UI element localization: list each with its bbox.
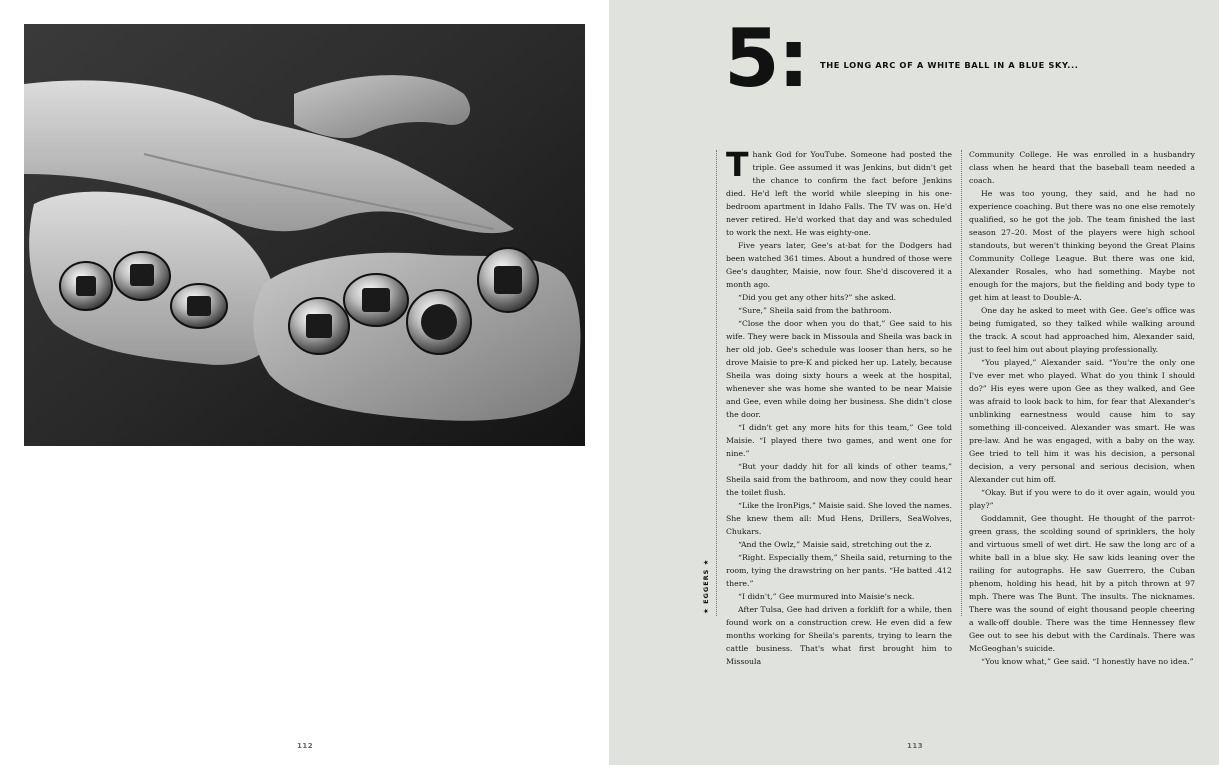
paragraph: He was too young, they said, and he had no experience coaching. But there was no one else remotely qualified, so he got the job. The team finished the last season 27–20. Most of the players were high school standouts, but weren't thinking beyond the Great Plains Community College League. But there was one kid, Alexander Rosales, who had something. Maybe not enough for the majors, but the fielding and body type to get him at least to Double-A. (969, 189, 1195, 302)
paragraph: Thank God for YouTube. Someone had posted the triple. Gee assumed it was Jenkins, but didn't get the chance to confirm the fact before Jenkins died. He'd left the world while sleeping in his one-bedroom apartment in Idaho Falls. The TV was on. He'd never retired. He'd worked that day and was scheduled to work the next. He was eighty-one. (726, 145, 952, 237)
column-rule-left (716, 150, 717, 616)
author-side-label: ★ EGGERS ★ (702, 558, 710, 614)
paragraph: “I didn't get any more hits for this team,” Gee told Maisie. “I played there two games, and went one for nine.” (726, 423, 952, 458)
column-rule-middle (961, 150, 962, 616)
paragraph: “Like the IronPigs,” Maisie said. She loved the names. She knew them all: Mud Hens, Drillers, SeaWolves, Chukars. (726, 501, 952, 536)
paragraph: “But your daddy hit for all kinds of other teams,” Sheila said from the bathroom, and now they could hear the toilet flush. (726, 462, 952, 497)
paragraph: Five years later, Gee's at-bat for the Dodgers had been watched 361 times. About a hundred of those were Gee's daughter, Maisie, now four. She'd discovered it a month ago. (726, 241, 952, 289)
paragraph: “Sure,” Sheila said from the bathroom. (738, 306, 892, 315)
paragraph: “Right. Especially them,” Sheila said, returning to the room, tying the drawstring on her pants. “He batted .412 there.” (726, 553, 952, 588)
paragraph: After Tulsa, Gee had driven a forklift for a while, then found work on a construction crew. He even did a few months working for Sheila's parents, trying to learn the cattle business. That's what first brought him to Missoula (726, 605, 952, 666)
paragraph: Goddamnit, Gee thought. He thought of the parrot-green grass, the scolding sound of sprinklers, the holy and virtuous smell of wet dirt. He saw the long arc of a white ball in a blue sky. He saw kids leaning over the railing for autographs. He saw Guerrero, the Cuban phenom, holding his head, hit by a pitch thrown at 97 mph. There was The Bunt. The insults. The nicknames. There was the sound of eight thousand people cheering a walk-off double. There was the time Hennessey flew Gee out to see his debut with the Cardinals. There was McGeoghan's suicide. (969, 514, 1195, 653)
paragraph: “Close the door when you do that,” Gee said to his wife. They were back in Missoula and Sheila was back in her old job. Gee's schedule was looser than hers, so he drove Maisie to pre-K and picked her up. Lately, because Sheila was doing sixty hours a week at the hospital, whenever she was home she wanted to be near Maisie and Gee, even while doing her business. She didn't close the door. (726, 319, 952, 419)
left-page (0, 0, 609, 765)
text-column-1 (726, 145, 952, 668)
chapter-number: 5: (724, 12, 808, 105)
paragraph: One day he asked to meet with Gee. Gee's office was being fumigated, so they talked while walking around the track. A scout had approached him, Alexander said, just to feel him out about playing professionally. (969, 306, 1195, 354)
right-page (609, 0, 1219, 765)
photo-hands-rings (24, 24, 585, 446)
paragraph: “You played,” Alexander said. “You're the only one I've ever met who played. What do you think I should do?” His eyes were upon Gee as they walked, and Gee was afraid to look back to him, for fear that Alexander's unblinking earnestness would cause him to say something ill-conceived. Alexander was smart. He was pre-law. And he was engaged, with a baby on the way. Gee tried to tell him it was his decision, a personal decision, a very personal and serious decision, when Alexander cut him off. (969, 358, 1195, 484)
paragraph: “Did you get any other hits?” she asked. (738, 293, 897, 302)
paragraph: “I didn't,” Gee murmured into Maisie's neck. (738, 592, 915, 601)
paragraph: “You know what,” Gee said. “I honestly have no idea.” (981, 657, 1194, 666)
drop-cap: T (726, 145, 749, 184)
paragraph: Community College. He was enrolled in a husbandry class when he heard that the baseball team needed a coach. (969, 150, 1195, 185)
paragraph: “Okay. But if you were to do it over again, would you play?” (969, 488, 1195, 510)
paragraph: “And the Owlz,” Maisie said, stretching out the z. (738, 540, 932, 549)
photo-illustration (24, 24, 585, 446)
chapter-title: THE LONG ARC OF A WHITE BALL IN A BLUE SKY... (820, 60, 1079, 70)
page-number-left: 112 (297, 742, 314, 750)
text-column-2 (969, 148, 1195, 668)
page-number-right: 113 (907, 742, 924, 750)
